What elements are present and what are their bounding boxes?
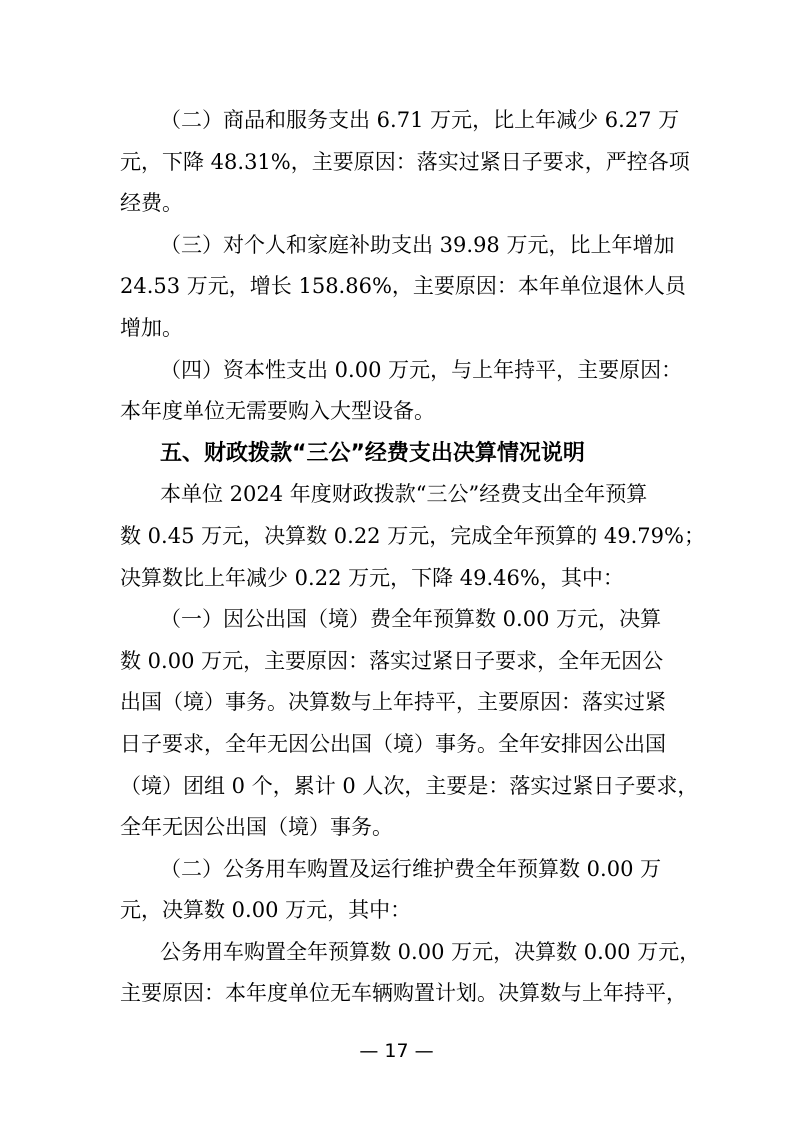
document-line: 决算数比上年减少 0.22 万元，下降 49.46%，其中： (120, 565, 624, 590)
document-line: 日子要求，全年无因公出国（境）事务。全年安排因公出国 (120, 731, 666, 756)
document-line: （境）团组 0 个，累计 0 人次，主要是：落实过紧日子要求， (120, 773, 699, 798)
page-number: — 17 — (359, 1040, 434, 1062)
document-line: 增加。 (120, 315, 183, 340)
document-line: 本单位 2024 年度财政拨款“三公”经费支出全年预算 (160, 482, 648, 507)
document-line: 全年无因公出国（境）事务。 (120, 815, 393, 840)
document-line: 本年度单位无需要购入大型设备。 (120, 399, 435, 424)
section-heading: 五、财政拨款“三公”经费支出决算情况说明 (160, 440, 585, 466)
document-line: 数 0.00 万元，主要原因：落实过紧日子要求，全年无因公 (120, 648, 664, 673)
document-line: （四）资本性支出 0.00 万元，与上年持平，主要原因： (160, 357, 683, 382)
document-line: 出国（境）事务。决算数与上年持平，主要原因：落实过紧 (120, 690, 666, 715)
document-body (120, 100, 720, 1015)
document-line: 元，决算数 0.00 万元，其中： (120, 898, 412, 923)
document-line: 数 0.45 万元，决算数 0.22 万元，完成全年预算的 49.79%； (120, 523, 705, 548)
document-line: （三）对个人和家庭补助支出 39.98 万元，比上年增加 (160, 232, 675, 257)
document-line: （二）商品和服务支出 6.71 万元，比上年减少 6.27 万 (160, 108, 680, 132)
document-line: 24.53 万元，增长 158.86%，主要原因：本年单位退休人员 (120, 274, 686, 299)
document-line: 经费。 (120, 191, 183, 216)
document-line: （二）公务用车购置及运行维护费全年预算数 0.00 万 (160, 856, 662, 881)
document-line: 元，下降 48.31%，主要原因：落实过紧日子要求，严控各项 (120, 149, 690, 174)
document-line: 主要原因：本年度单位无车辆购置计划。决算数与上年持平， (120, 981, 687, 1006)
document-line: （一）因公出国（境）费全年预算数 0.00 万元，决算 (160, 607, 662, 632)
document-line: 公务用车购置全年预算数 0.00 万元，决算数 0.00 万元， (160, 939, 701, 964)
